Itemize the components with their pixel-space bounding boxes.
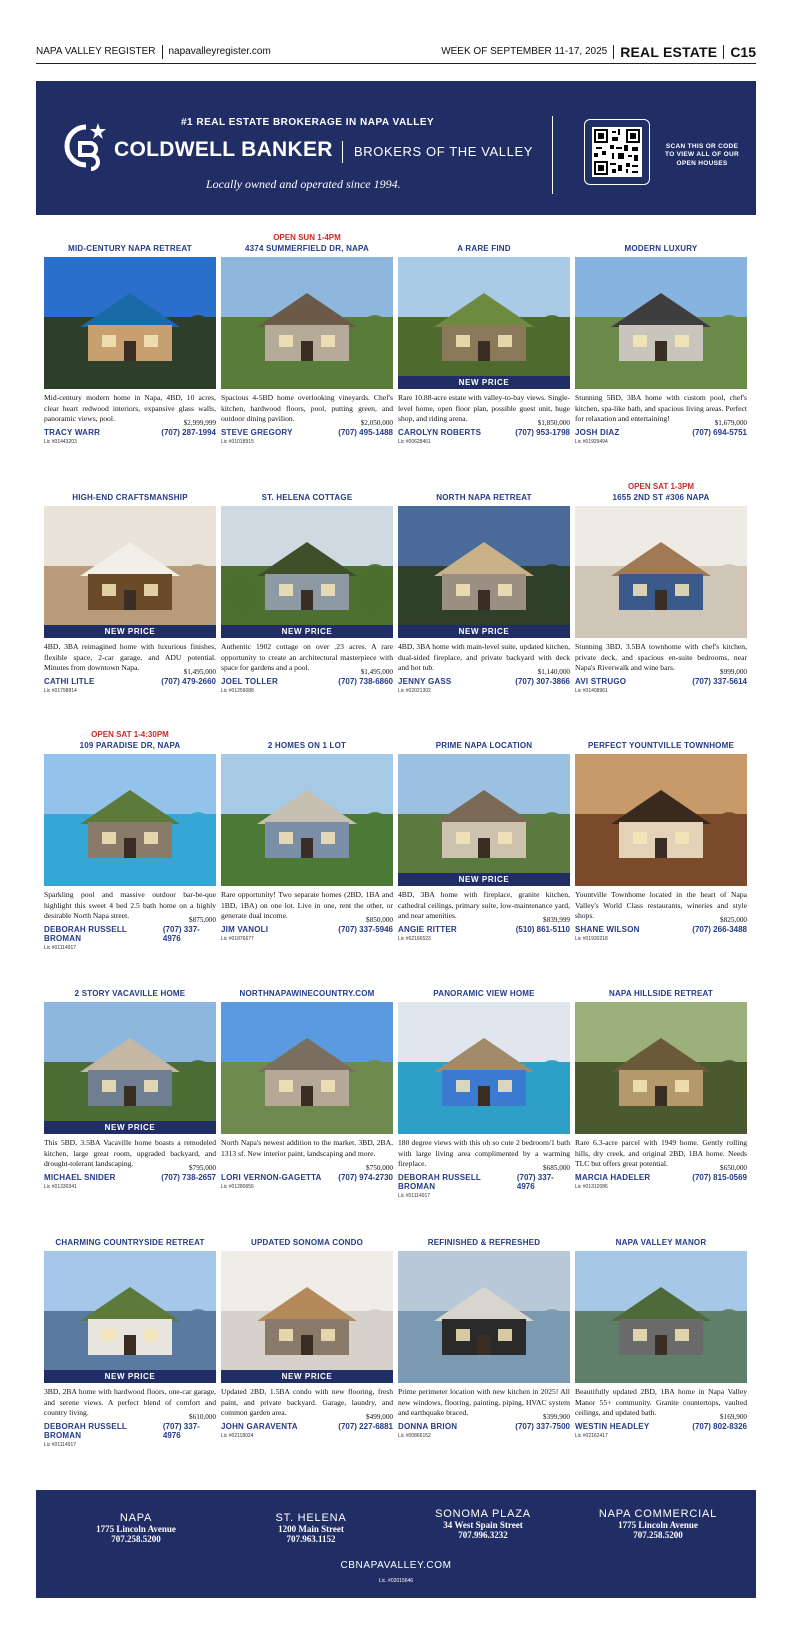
agent-name: DEBORAH RUSSELL BROMAN [398, 1173, 481, 1191]
listing-photo[interactable] [398, 1002, 570, 1134]
house-photo-icon [575, 1002, 747, 1134]
agent-name: SHANE WILSON [575, 925, 640, 934]
page-number: C15 [730, 43, 756, 60]
open-house-time [221, 978, 393, 988]
house-photo-icon [44, 754, 216, 886]
house-photo-icon [398, 257, 570, 389]
listing-photo[interactable] [44, 754, 216, 886]
office-address: 1775 Lincoln Avenue [618, 1520, 698, 1530]
agent-name: TRACY WARR [44, 428, 101, 437]
banner-since: Locally owned and operated since 1994. [206, 177, 401, 191]
open-house-time [398, 730, 570, 740]
office-st-helena [226, 1512, 396, 1544]
agent-row [221, 925, 393, 934]
listing-price: $999,000 [720, 668, 747, 676]
house-photo-icon [398, 1002, 570, 1134]
listing-card[interactable] [398, 730, 570, 942]
house-photo-icon [398, 1251, 570, 1383]
office-name: NAPA COMMERCIAL [598, 1508, 718, 1520]
listing-description: Stunning 3BD, 3.5BA townhome with chef's kitchen, private deck, and spacious en-suite bedrooms, near Napa's Riverwalk and wine bars. [575, 642, 747, 672]
listing-headline: UPDATED SONOMA CONDO [251, 1238, 363, 1247]
listing-description: Rare 10.88-acre estate with valley-to-bay views. Single-level home, open floor plan, possible guest unit, huge shop, and riding arena. [398, 393, 570, 423]
listing-price: $499,000 [366, 1413, 393, 1421]
agent-phone[interactable]: (707) 495-1488 [338, 428, 393, 437]
listing-description: Authentic 1902 cottage on over .23 acres. A rare opportunity to create an architectural masterpiece with space for gardens and a pool. [221, 642, 393, 672]
listing-headline: NAPA HILLSIDE RETREAT [608, 989, 714, 998]
agent-row [221, 1173, 393, 1182]
house-photo-icon [575, 754, 747, 886]
agent-name: WESTIN HEADLEY [575, 1422, 650, 1431]
office-name: NAPA [119, 1512, 153, 1524]
coldwell-banker-logo-icon [60, 121, 108, 171]
listing-description: Stunning 5BD, 3BA home with custom pool, chef's kitchen, spa-like bath, and spacious living areas. Perfect for relaxation and entertaining! [575, 393, 747, 423]
agent-row [575, 1422, 747, 1431]
agent-license: Lic #01443203 [44, 439, 77, 445]
listing-headline: MID-CENTURY NAPA RETREAT [68, 244, 192, 253]
listing-photo[interactable] [575, 1251, 747, 1383]
listing-card[interactable] [44, 233, 216, 445]
agent-name: JOSH DIAZ [575, 428, 620, 437]
listing-card[interactable] [44, 482, 216, 694]
house-photo-icon [44, 1002, 216, 1134]
office-napa-commercial [573, 1508, 743, 1540]
agent-row [575, 677, 747, 686]
issue-week: WEEK OF SEPTEMBER 11-17, 2025 [441, 46, 608, 57]
agent-name: CATHI LITLE [44, 677, 95, 686]
listing-photo[interactable] [221, 257, 393, 389]
listing-headline: MODERN LUXURY [624, 244, 698, 253]
agent-phone[interactable]: (707) 337-5614 [692, 677, 747, 686]
listing-photo[interactable] [44, 506, 216, 638]
open-house-time: OPEN SUN 1-4PM [273, 233, 341, 242]
agent-name: MARCIA HADELER [575, 1173, 651, 1182]
listing-card[interactable] [575, 1227, 747, 1439]
listing-headline: 109 PARADISE DR, NAPA [79, 741, 181, 750]
paper-site-link[interactable]: napavalleyregister.com [168, 46, 271, 57]
office-address: 34 West Spain Street [443, 1520, 523, 1530]
agent-license: Lic #01798814 [44, 688, 77, 694]
house-photo-icon [221, 1002, 393, 1134]
office-address: 1200 Main Street [278, 1524, 344, 1534]
agent-license: Lic #02162417 [575, 1433, 608, 1439]
footer-website-link[interactable]: CBNAPAVALLEY.COM [340, 1560, 452, 1571]
agent-license: Lic #01876677 [221, 936, 254, 942]
agent-name: STEVE GREGORY [221, 428, 293, 437]
agent-row [398, 677, 570, 686]
listing-photo[interactable] [44, 1251, 216, 1383]
agent-phone[interactable]: (707) 479-2660 [161, 677, 216, 686]
listing-photo[interactable] [398, 257, 570, 389]
listing-price: $850,000 [366, 916, 393, 924]
footer-license: Lic. #02015646 [378, 1578, 414, 1584]
agent-row [44, 428, 216, 437]
agent-name: JENNY GASS [398, 677, 452, 686]
agent-name: LORI VERNON-GAGETTA [221, 1173, 322, 1182]
qr-code-icon[interactable] [592, 127, 642, 177]
listing-price: $169,900 [720, 1413, 747, 1421]
listing-card[interactable] [44, 730, 216, 951]
new-price-banner: NEW PRICE [44, 1370, 216, 1383]
listing-headline: 4374 SUMMERFIELD DR, NAPA [245, 244, 369, 253]
agent-row [398, 1422, 570, 1431]
open-house-time: OPEN SAT 1-3PM [627, 482, 695, 491]
listing-headline: NAPA VALLEY MANOR [615, 1238, 707, 1247]
agent-row [44, 925, 216, 943]
listing-description: North Napa's newest addition to the market. 3BD, 2BA, 1313 sf. New interior paint, landscaping and more. [221, 1138, 393, 1158]
listing-photo[interactable] [221, 1251, 393, 1383]
open-house-time [44, 978, 216, 988]
listing-price: $1,850,000 [537, 419, 570, 427]
office-phone[interactable]: 707.258.5200 [633, 1530, 683, 1540]
listing-description: Rare 6.3-acre parcel with 1949 home. Gently rolling hills, dry creek, and original 2BD, 1BA home. Needs TLC but offers great potential. [575, 1138, 747, 1168]
listing-description: 4BD, 3BA home with fireplace, granite kitchen, cathedral ceilings, primary suite, low-maintenance yard, and near amenities. [398, 890, 570, 920]
open-house-time [398, 978, 570, 988]
listing-headline: 2 HOMES ON 1 LOT [267, 741, 347, 750]
agent-license: Lic #01408961 [575, 688, 608, 694]
agent-name: ANGIE RITTER [398, 925, 457, 934]
listing-photo[interactable] [398, 506, 570, 638]
open-house-time: OPEN SAT 1-4:30PM [91, 730, 169, 739]
open-house-time [221, 730, 393, 740]
agent-row [221, 1422, 393, 1431]
agent-phone[interactable]: (707) 227-6881 [338, 1422, 393, 1431]
house-photo-icon [221, 257, 393, 389]
house-photo-icon [398, 506, 570, 638]
listing-card[interactable] [575, 978, 747, 1190]
listing-price: $750,000 [366, 1164, 393, 1172]
listing-photo[interactable] [44, 257, 216, 389]
listing-price: $650,000 [720, 1164, 747, 1172]
new-price-banner: NEW PRICE [44, 1121, 216, 1134]
listing-price: $875,000 [189, 916, 216, 924]
house-photo-icon [44, 1251, 216, 1383]
listing-card[interactable] [221, 978, 393, 1190]
listing-description: 180 degree views with this oh so cute 2 bedroom/1 bath with large living area complimented by a warming fireplace. [398, 1138, 570, 1168]
open-house-time [398, 482, 570, 492]
agent-name: DEBORAH RUSSELL BROMAN [44, 925, 127, 943]
listing-card[interactable] [221, 730, 393, 942]
new-price-banner: NEW PRICE [44, 625, 216, 638]
listing-photo[interactable] [575, 257, 747, 389]
listing-price: $839,999 [543, 916, 570, 924]
agent-phone[interactable]: (707) 974-2730 [338, 1173, 393, 1182]
listing-description: Beautifully updated 2BD, 1BA home in Napa Valley Manor 55+ community. Granite countertops, vaulted ceilings, and updated bath. [575, 1387, 747, 1417]
listing-description: 4BD, 3BA reimagined home with luxurious finishes, flexible space, 2-car garage, and ADU potential. Minutes from downtown Napa. [44, 642, 216, 672]
brokerage-banner [36, 81, 756, 215]
listing-photo[interactable] [44, 1002, 216, 1134]
open-house-time [44, 1227, 216, 1237]
agent-license: Lic #00628461 [398, 439, 431, 445]
listing-headline: PANORAMIC VIEW HOME [433, 989, 535, 998]
agent-name: MICHAEL SNIDER [44, 1173, 116, 1182]
listing-card[interactable] [575, 730, 747, 942]
brand-subname: BROKERS OF THE VALLEY [354, 144, 534, 159]
agent-name: CAROLYN ROBERTS [398, 428, 482, 437]
listing-price: $399,900 [543, 1413, 570, 1421]
listing-card[interactable] [398, 1227, 570, 1439]
agent-phone[interactable]: (510) 861-5110 [515, 925, 570, 934]
agent-row [44, 1422, 216, 1440]
agent-license: Lic #00866152 [398, 1433, 431, 1439]
agent-license: Lic #02118024 [221, 1433, 254, 1439]
agent-license: Lic #01930218 [575, 936, 608, 942]
listing-card[interactable] [221, 233, 393, 445]
agent-phone[interactable]: (707) 287-1994 [161, 428, 216, 437]
agent-name: AVI STRUGO [575, 677, 627, 686]
agent-name: JOEL TOLLER [221, 677, 279, 686]
scan-instructions: SCAN THIS OR CODE TO VIEW ALL OF OUR OPEN HOUSES [665, 143, 739, 167]
listing-description: Yountville Townhome located in the heart of Napa Valley's World Class restaurants, wineries and style shops. [575, 890, 747, 920]
agent-row [575, 1173, 747, 1182]
paper-name: NAPA VALLEY REGISTER [36, 46, 156, 57]
listing-price: $825,000 [720, 916, 747, 924]
agent-license: Lic #01259088 [221, 688, 254, 694]
masthead-divider [723, 45, 724, 59]
section-name: REAL ESTATE [620, 43, 718, 60]
listing-headline: 1655 2ND ST #306 NAPA [612, 493, 710, 502]
agent-row [575, 925, 747, 934]
listing-card[interactable] [398, 978, 570, 1199]
agent-row [398, 925, 570, 934]
listing-card[interactable] [575, 233, 747, 445]
open-house-time [575, 978, 747, 988]
listing-description: 3BD, 2BA home with hardwood floors, one-car garage, and serene views. A perfect blend of comfort and country living. [44, 1387, 216, 1417]
listing-headline: ST. HELENA COTTAGE [261, 493, 353, 502]
agent-phone[interactable]: (707) 337-4976 [162, 1422, 200, 1440]
listing-description: Updated 2BD, 1.5BA condo with new flooring, fresh paint, and private backyard. Garage, laundry, and common garden area. [221, 1387, 393, 1417]
banner-tagline: #1 REAL ESTATE BROKERAGE IN NAPA VALLEY [181, 117, 435, 128]
open-house-time [575, 233, 747, 243]
open-house-time [221, 482, 393, 492]
agent-row [44, 1173, 216, 1182]
agent-license: Lic #01114917 [398, 1193, 431, 1199]
agent-phone[interactable]: (707) 307-3866 [515, 677, 570, 686]
office-phone[interactable]: 707.996.3232 [458, 1530, 508, 1540]
agent-phone[interactable]: (707) 815-0569 [692, 1173, 747, 1182]
office-name: SONOMA PLAZA [435, 1508, 531, 1520]
agent-phone[interactable]: (707) 337-7500 [515, 1422, 570, 1431]
agent-license: Lic #01114917 [44, 945, 77, 951]
agent-name: DONNA BRION [398, 1422, 458, 1431]
agent-phone[interactable]: (707) 337-4976 [162, 925, 200, 943]
listing-price: $1,679,000 [714, 419, 747, 427]
house-photo-icon [575, 506, 747, 638]
agent-license: Lic #01018915 [221, 439, 254, 445]
listing-card[interactable] [575, 482, 747, 694]
agent-phone[interactable]: (707) 266-3488 [692, 925, 747, 934]
listing-photo[interactable] [221, 754, 393, 886]
office-phone[interactable]: 707.258.5200 [111, 1534, 161, 1544]
listing-photo[interactable] [398, 1251, 570, 1383]
house-photo-icon [221, 506, 393, 638]
masthead [36, 44, 756, 64]
listing-photo[interactable] [575, 754, 747, 886]
new-price-banner: NEW PRICE [398, 873, 570, 886]
office-address: 1775 Lincoln Avenue [96, 1524, 176, 1534]
listing-price: $1,495,000 [360, 668, 393, 676]
agent-row [398, 428, 570, 437]
new-price-banner: NEW PRICE [398, 625, 570, 638]
agent-license: Lic #01929494 [575, 439, 608, 445]
house-photo-icon [221, 1251, 393, 1383]
listing-description: Sparkling pool and massive outdoor bar-be-que highlight this sweet 4 bed 2.5 bath home on a highly desirable North Napa street. [44, 890, 216, 920]
listing-card[interactable] [221, 482, 393, 694]
office-napa [51, 1512, 221, 1544]
agent-license: Lic #01280656 [221, 1184, 254, 1190]
brand-divider [342, 141, 343, 163]
open-house-time [398, 233, 570, 243]
agent-row [44, 677, 216, 686]
listing-headline: PRIME NAPA LOCATION [435, 741, 533, 750]
house-photo-icon [44, 506, 216, 638]
listing-headline: NORTHNAPAWINECOUNTRY.COM [239, 989, 375, 998]
listing-card[interactable] [398, 233, 570, 445]
agent-license: Lic #01312086 [575, 1184, 608, 1190]
listing-description: Rare opportunity! Two separate homes (2BD, 1BA and 1BD, 1BA) on one lot. Live in one, rent the other, or generate dual income. [221, 890, 393, 920]
listing-price: $795,000 [189, 1164, 216, 1172]
listing-description: Prime perimeter location with new kitchen in 2025! All new windows, flooring, painting, piping, HVAC system and earthquake braced. [398, 1387, 570, 1417]
office-name: ST. HELENA [275, 1512, 347, 1524]
agent-phone[interactable]: (707) 802-8326 [692, 1422, 747, 1431]
open-house-time [221, 1227, 393, 1237]
listing-headline: REFINISHED & REFRESHED [427, 1238, 541, 1247]
agent-phone[interactable]: (707) 953-1798 [515, 428, 570, 437]
agent-row [221, 428, 393, 437]
listing-price: $1,495,000 [183, 668, 216, 676]
house-photo-icon [398, 754, 570, 886]
listing-price: $2,050,000 [360, 419, 393, 427]
listing-card[interactable] [398, 482, 570, 694]
listing-card[interactable] [44, 1227, 216, 1448]
agent-row [221, 677, 393, 686]
listing-headline: 2 STORY VACAVILLE HOME [74, 989, 186, 998]
listing-price: $685,000 [543, 1164, 570, 1172]
banner-divider [552, 116, 553, 194]
new-price-banner: NEW PRICE [221, 1370, 393, 1383]
agent-license: Lic #02166523 [398, 936, 431, 942]
listing-photo[interactable] [575, 1002, 747, 1134]
house-photo-icon [575, 1251, 747, 1383]
new-price-banner: NEW PRICE [398, 376, 570, 389]
listing-description: This 5BD, 3.5BA Vacaville home boasts a remodeled kitchen, large great room, upgraded backyard, and drought-tolerant landscaping. [44, 1138, 216, 1168]
office-phone[interactable]: 707.963.1152 [286, 1534, 336, 1544]
agent-row [398, 1173, 570, 1191]
listing-description: 4BD, 3BA home with main-level suite, updated kitchen, dual-sided fireplace, and private backyard with deck and hot tub. [398, 642, 570, 672]
agent-phone[interactable]: (707) 694-5751 [692, 428, 747, 437]
agent-license: Lic #02021302 [398, 688, 431, 694]
listing-price: $1,140,000 [537, 668, 570, 676]
listing-headline: HIGH-END CRAFTSMANSHIP [72, 493, 188, 502]
agent-row [575, 428, 747, 437]
listing-price: $610,000 [189, 1413, 216, 1421]
house-photo-icon [575, 257, 747, 389]
agent-name: DEBORAH RUSSELL BROMAN [44, 1422, 127, 1440]
agent-name: JIM VANOLI [221, 925, 269, 934]
listing-headline: A RARE FIND [457, 244, 511, 253]
agent-license: Lic #01330341 [44, 1184, 77, 1190]
listing-headline: PERFECT YOUNTVILLE TOWNHOME [588, 741, 734, 750]
listing-card[interactable] [44, 978, 216, 1190]
agent-phone[interactable]: (707) 337-5946 [338, 925, 393, 934]
listing-photo[interactable] [221, 1002, 393, 1134]
open-house-time [575, 1227, 747, 1237]
agent-phone[interactable]: (707) 738-6860 [338, 677, 393, 686]
open-house-time [44, 482, 216, 492]
office-sonoma-plaza [398, 1508, 568, 1540]
agent-phone[interactable]: (707) 738-2657 [161, 1173, 216, 1182]
agent-phone[interactable]: (707) 337-4976 [516, 1173, 554, 1191]
house-photo-icon [44, 257, 216, 389]
masthead-divider [613, 45, 614, 59]
listing-headline: CHARMING COUNTRYSIDE RETREAT [55, 1238, 205, 1247]
brand-name: COLDWELL BANKER [114, 138, 333, 161]
open-house-time [44, 233, 216, 243]
listing-photo[interactable] [221, 506, 393, 638]
open-house-time [398, 1227, 570, 1237]
agent-name: JOHN GARAVENTA [221, 1422, 298, 1431]
listing-photo[interactable] [575, 506, 747, 638]
listing-description: Spacious 4-5BD home overlooking vineyards. Chef's kitchen, hardwood floors, pool, putting green, and outdoor dining pavilion. [221, 393, 393, 423]
open-house-time [575, 730, 747, 740]
listing-price: $2,999,999 [183, 419, 216, 427]
listing-photo[interactable] [398, 754, 570, 886]
masthead-right [441, 44, 756, 60]
listing-headline: NORTH NAPA RETREAT [436, 493, 532, 502]
house-photo-icon [221, 754, 393, 886]
office-footer [36, 1490, 756, 1598]
listing-description: Mid-century modern home in Napa, 4BD, 10 acres, clear heart redwood interiors, expansive glass walls, panoramic views, pool. [44, 393, 216, 423]
listing-card[interactable] [221, 1227, 393, 1439]
masthead-left [36, 45, 271, 59]
agent-license: Lic #01114917 [44, 1442, 77, 1448]
masthead-divider [162, 45, 163, 59]
new-price-banner: NEW PRICE [221, 625, 393, 638]
